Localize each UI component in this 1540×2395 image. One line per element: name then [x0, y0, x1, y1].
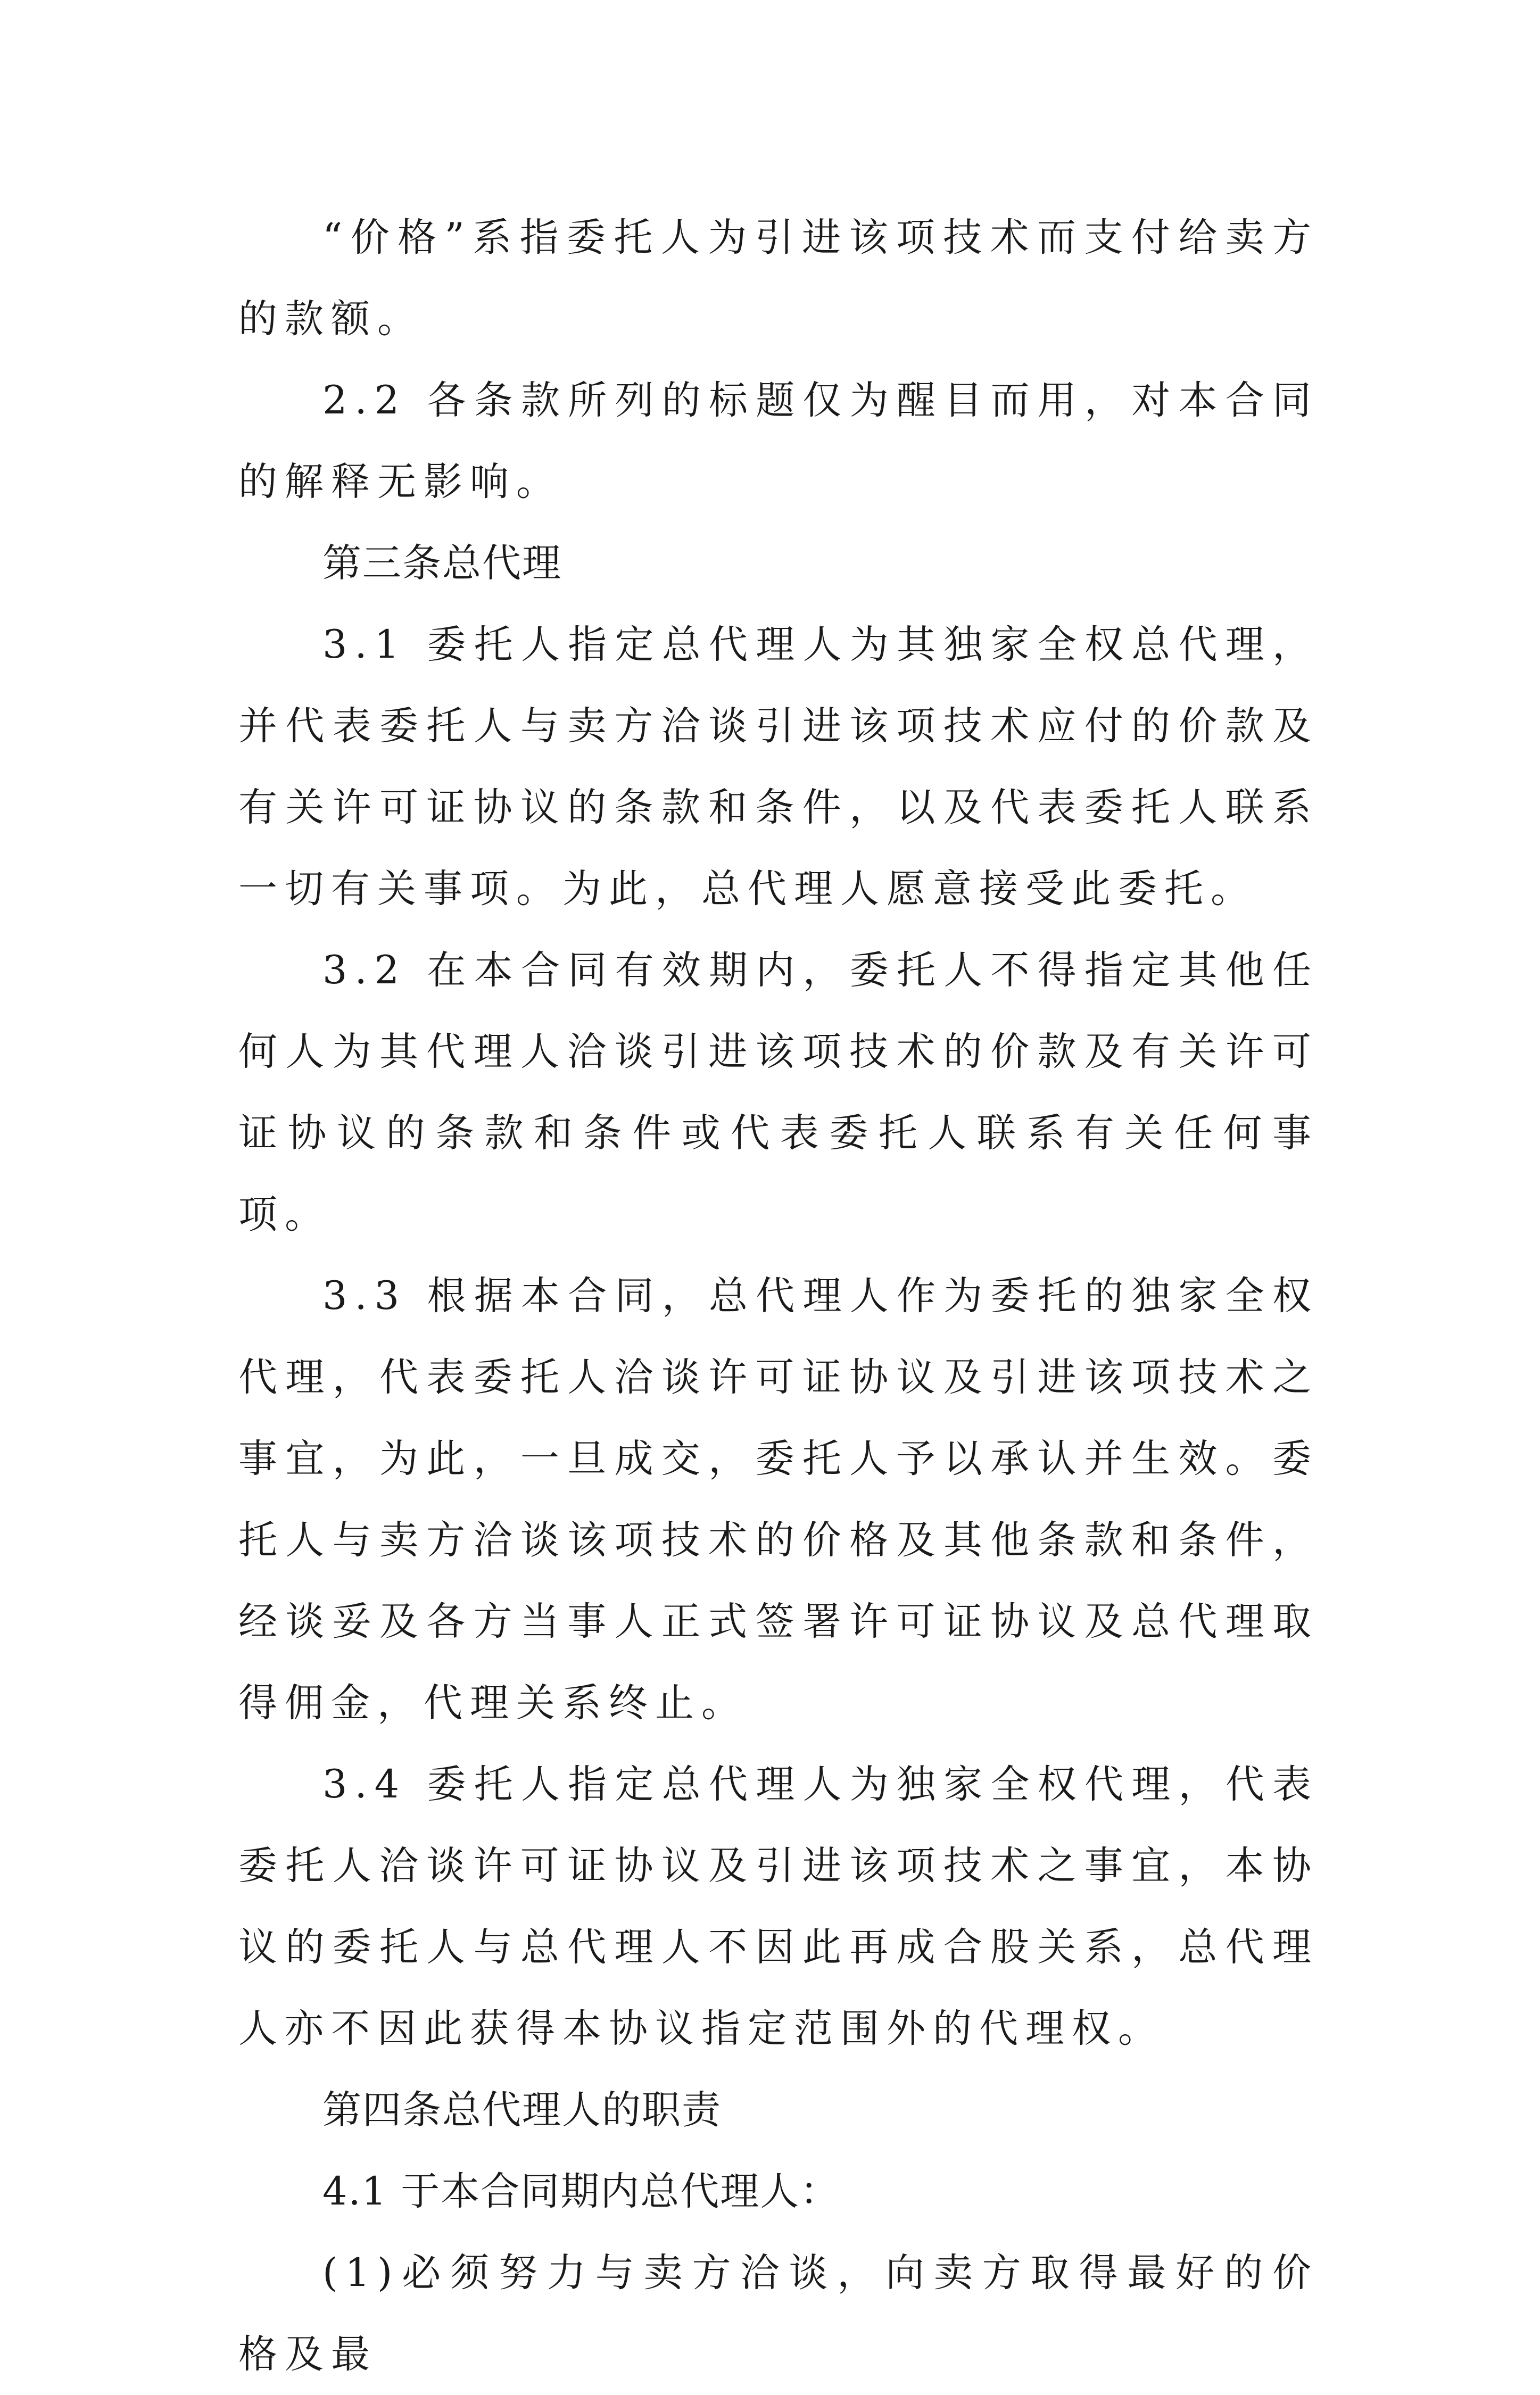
section-heading-article-3: 第三条总代理 [322, 541, 562, 586]
paragraph-clause-3-2: 3.2 在本合同有效期内，委托人不得指定其他任何人为其代理人洽谈引进该项技术的价款及有关许可证协议的条款和条件或代表委托人联系有关任何事项。 [238, 948, 1319, 1237]
paragraph-price-definition: “价格”系指委托人为引进该项技术而支付给卖方的款额。 [238, 215, 1319, 342]
paragraph-clause-3-3: 3.3 根据本合同，总代理人作为委托的独家全权代理，代表委托人洽谈许可证协议及引进该项技术之事宜，为此，一旦成交，委托人予以承认并生效。委托人与卖方洽谈该项技术的价格及其他条款和条件，经谈妥及各方当事人正式签署许可证协议及总代理取得佣金，代理关系终止。 [238, 1273, 1319, 1726]
section-heading-article-4: 第四条总代理人的职责 [322, 2087, 722, 2133]
paragraph-clause-3-4: 3.4 委托人指定总代理人为独家全权代理，代表委托人洽谈许可证协议及引进该项技术之事宜，本协议的委托人与总代理人不因此再成合股关系，总代理人亦不因此获得本协议指定范围外的代理权。 [238, 1762, 1319, 2051]
document-body [238, 197, 1319, 2395]
paragraph-item-1: (1)必须努力与卖方洽谈，向卖方取得最好的价格及最 [238, 2250, 1319, 2377]
paragraph-clause-2-2: 2.2 各条款所列的标题仅为醒目而用，对本合同的解释无影响。 [238, 378, 1319, 504]
paragraph-clause-4-1: 4.1 于本合同期内总代理人： [322, 2169, 840, 2214]
paragraph-clause-3-1: 3.1 委托人指定总代理人为其独家全权总代理，并代表委托人与卖方洽谈引进该项技术应付的价款及有关许可证协议的条款和条件，以及代表委托人联系一切有关事项。为此，总代理人愿意接受此委托。 [238, 622, 1319, 911]
